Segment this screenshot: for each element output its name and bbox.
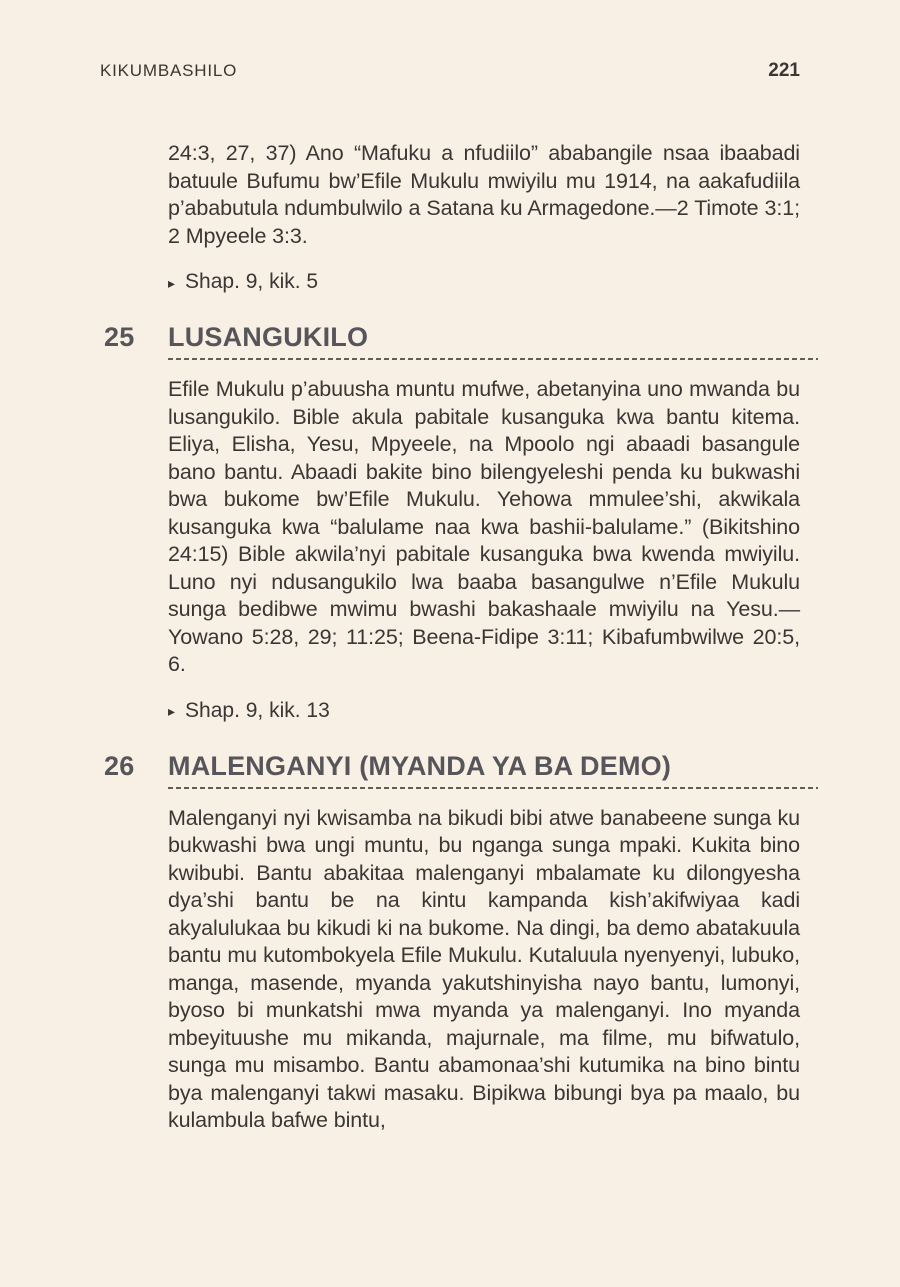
reference-line-1: [168, 270, 800, 294]
reference-text: Shap. 9, kik. 5: [185, 270, 319, 293]
reference-line-2: [168, 699, 800, 723]
section-25: [104, 320, 800, 723]
triangle-bullet-icon: ▸: [168, 703, 176, 719]
page-number: 221: [768, 60, 800, 81]
triangle-bullet-icon: ▸: [168, 274, 176, 291]
page-content: [104, 140, 800, 1135]
section-body: Efile Mukulu p’abuusha muntu mufwe, abetanyina uno mwanda bu lusangukilo. Bible akula pabitale kusanguka kwa bantu kitema. Eliya, Elisha, Yesu, Mpyeele, na Mpoolo ngi abaadi basangule bano bantu. Abaadi bakite bino bilengyeleshi penda ku bukwashi bwa bukome bw’Efile Mukulu. Yehowa mmulee’shi, akwikala kusanguka kwa “balulame naa kwa bashii-balulame.” (Bikitshino 24:15) Bible akwila’nyi pabitale kusanguka bwa kwenda mwiyilu. Luno nyi ndusangukilo lwa baaba basangulwe n’Efile Mukulu sunga bedibwe mwimu bwashi bakashaale mwiyilu na Yesu.—Yowano 5:28, 29; 11:25; Beena-Fidipe 3:11; Kibafumbwilwe 20:5, 6.: [168, 377, 800, 676]
heading-rule: [168, 787, 818, 789]
section-number: 25: [104, 322, 135, 352]
continuation-paragraph: 24:3, 27, 37) Ano “Mafuku a nfudiilo” ababangile nsaa ibaabadi batuule Bufumu bw’Efile Mukulu mwiyilu mu 1914, na aakafudiila p’ababutula ndumbulwilo a Satana ku Armagedone.—2 Timote 3:1; 2 Mpyeele 3:3.: [168, 141, 800, 248]
section-title: LUSANGUKILO: [168, 322, 369, 352]
section-title: MALENGANYI (MYANDA YA BA DEMO): [168, 750, 672, 781]
page-header: [0, 0, 900, 82]
section-heading-26: [104, 749, 800, 783]
section-body: Malenganyi nyi kwisamba na bikudi bibi atwe banabeene sunga ku bukwashi bwa ungi muntu, bu nganga sunga mpaki. Kukita bino kwibubi. Bantu abakitaa malenganyi mbalamate ku dilongyesha dya’shi bantu be na kintu kampanda kish’akifwiyaa kadi akyalulukaa bu kikudi ki na bukome. Na dingi, ba demo abatakuula bantu mu kutombokyela Efile Mukulu. Kutaluula nyenyenyi, lubuko, manga, masende, myanda yakutshinyisha nayo bantu, lumonyi, byoso bi munkatshi mwa myanda ya malenganyi. Ino myanda mbeyituushe mu mikanda, majurnale, ma filme, mu bifwatulo, sunga mu misambo. Bantu abamonaa’shi kutumika na bino bintu bya malenganyi takwi masaku. Bipikwa bibungi bya pa maalo, bu kulambula bafwe bintu,: [168, 805, 800, 1132]
reference-text: Shap. 9, kik. 13: [185, 698, 330, 722]
heading-rule: [168, 358, 818, 360]
running-title: KIKUMBASHILO: [100, 61, 238, 80]
section-heading-25: [104, 320, 800, 354]
section-26: [104, 749, 800, 1135]
section-number: 26: [104, 750, 135, 781]
